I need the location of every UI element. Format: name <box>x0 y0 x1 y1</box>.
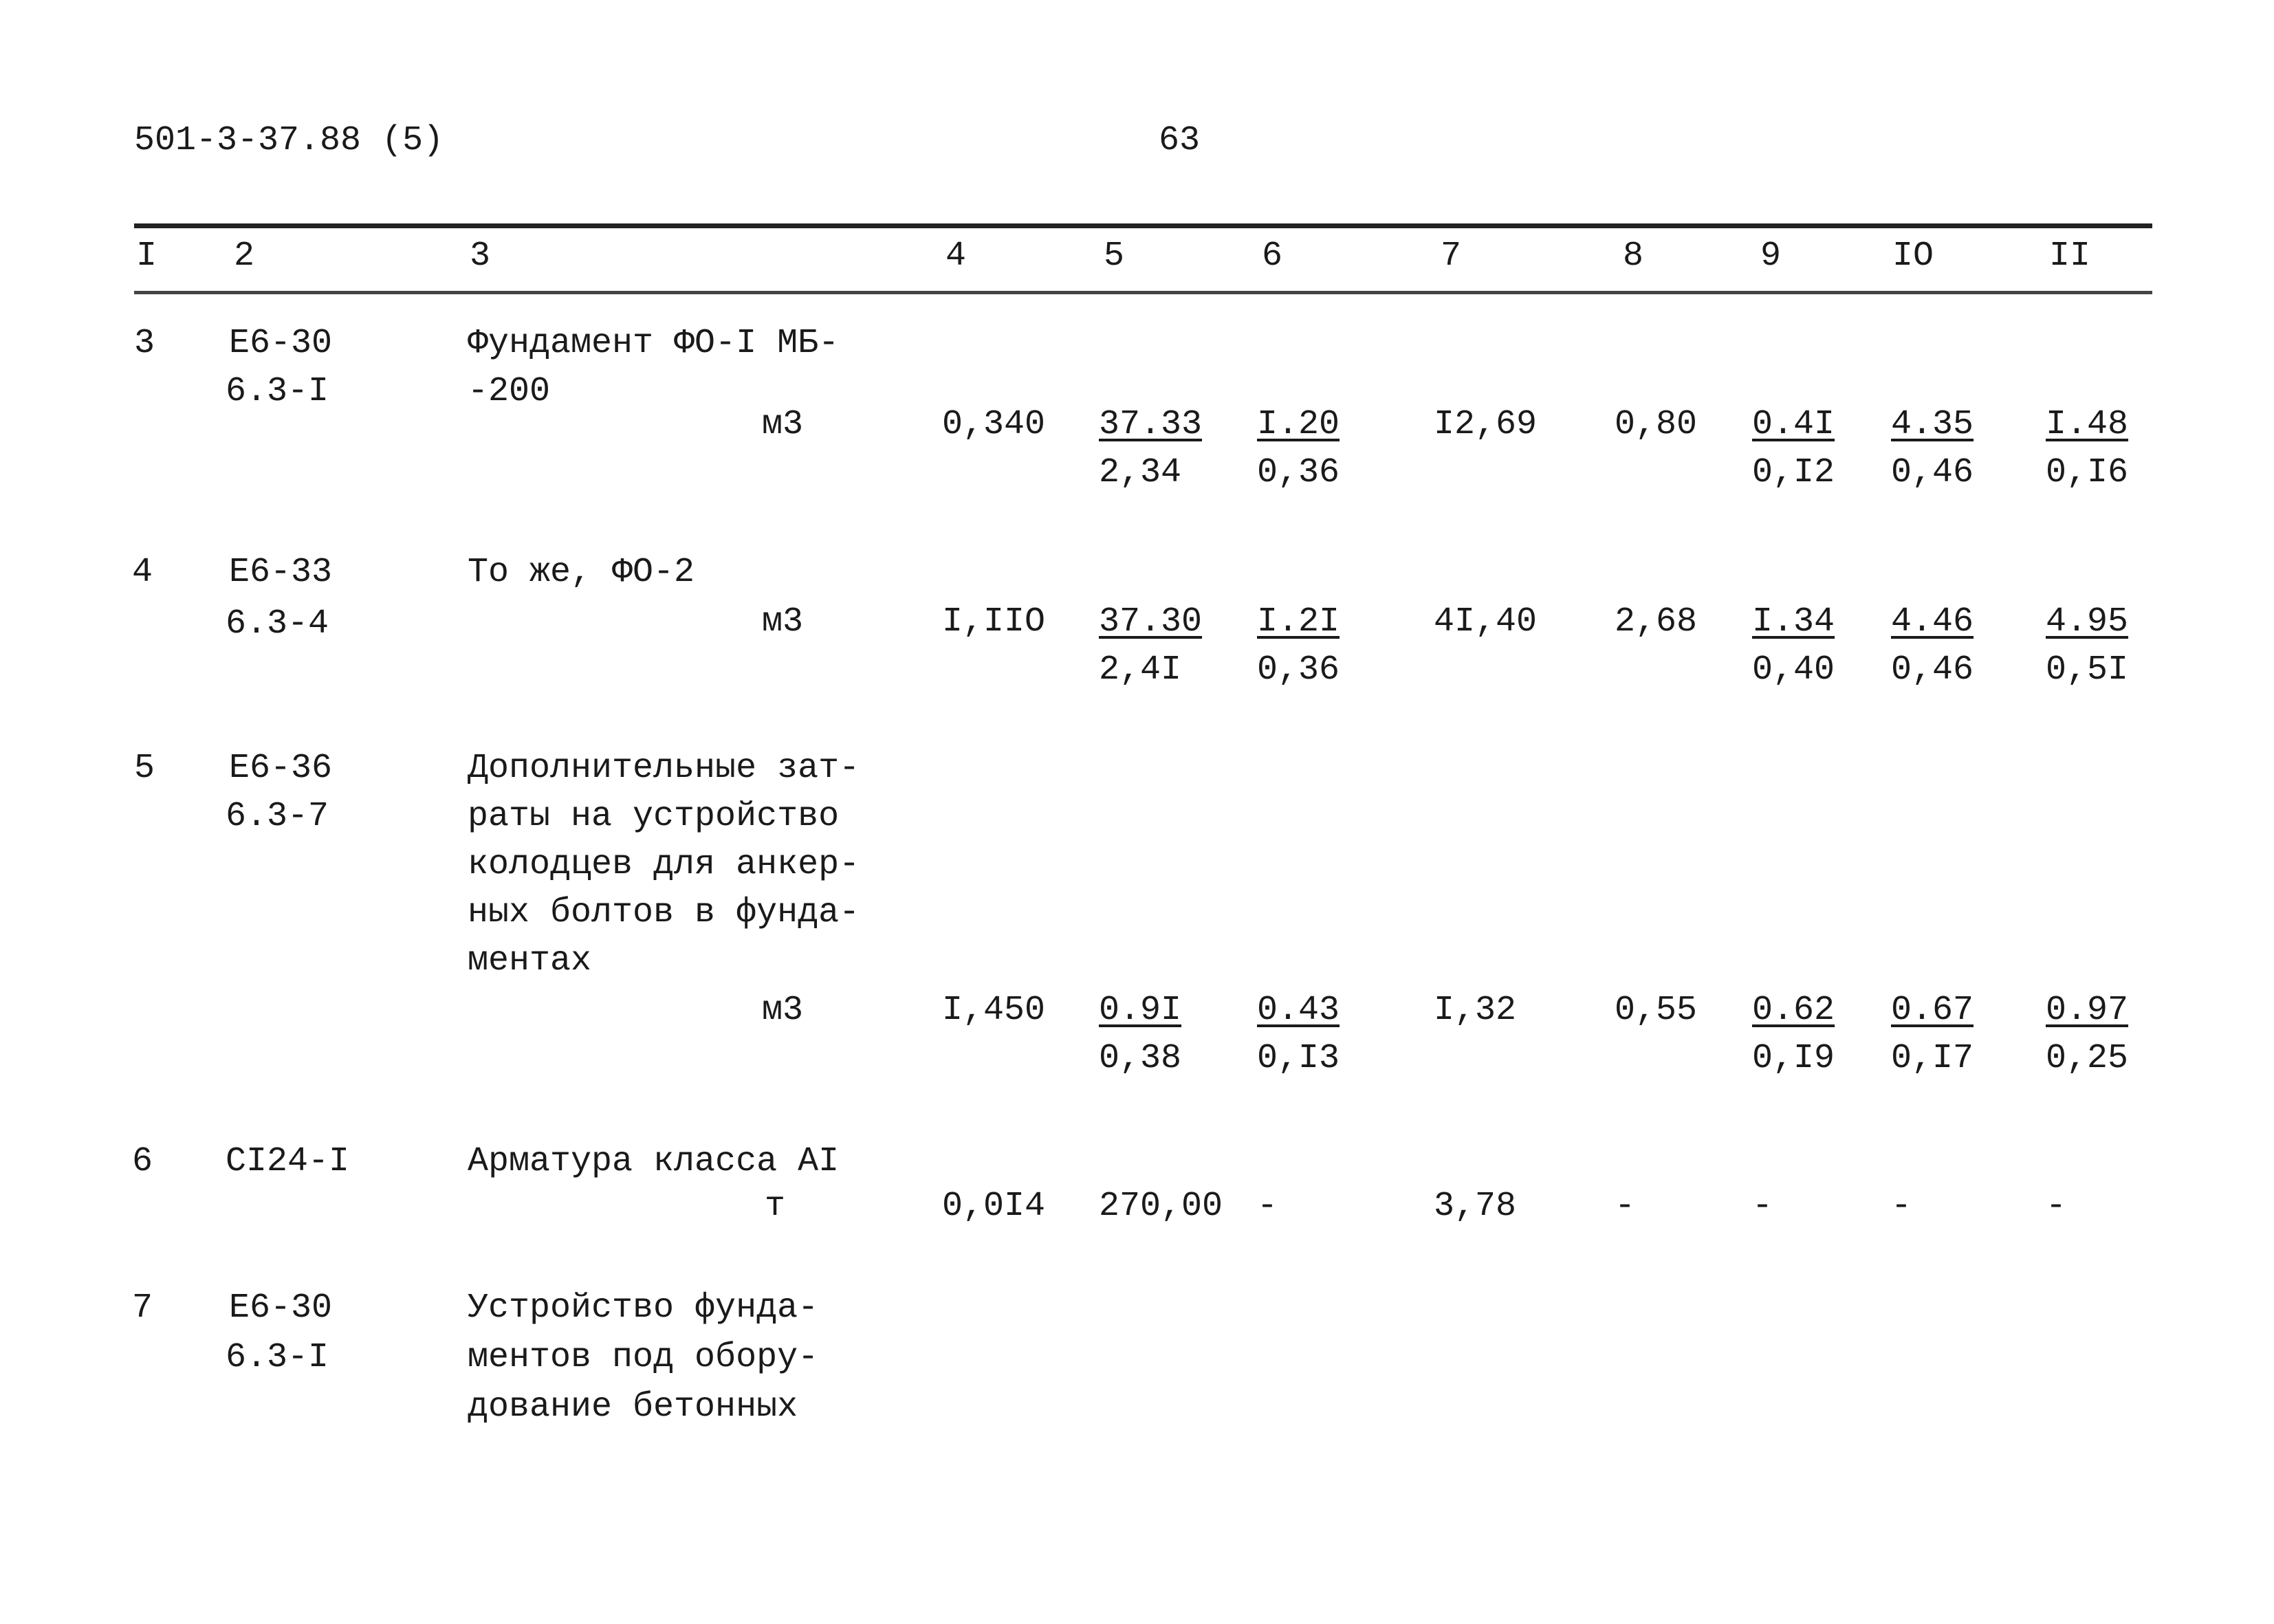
total-cost: 4I,40 <box>1434 602 1538 641</box>
col9-bottom: 0,I9 <box>1752 1039 1835 1078</box>
norm-subcode: 6.3-I <box>226 1338 329 1377</box>
unit-cost <box>1099 598 1202 694</box>
unit-cost-wages: 2,4I <box>1099 650 1182 690</box>
machine-cost-wages: 0,36 <box>1257 453 1340 492</box>
table-header-rule <box>134 291 2152 294</box>
total-cost: I,32 <box>1434 991 1517 1030</box>
column-header-10: IO <box>1892 237 1934 276</box>
machine-cost <box>1257 401 1340 497</box>
work-description-line: ментов под обору- <box>468 1338 819 1377</box>
wage-total: 0,55 <box>1615 991 1698 1030</box>
norm-code: Е6-36 <box>229 749 333 788</box>
unit-cost-total: 0.9I <box>1099 991 1182 1030</box>
quantity: I,450 <box>942 991 1046 1030</box>
col11-bottom: 0,5I <box>2046 650 2129 690</box>
total-cost: 3,78 <box>1434 1187 1517 1226</box>
col9-top: 0.4I <box>1752 405 1835 444</box>
unit: т <box>765 1187 786 1226</box>
total-cost: I2,69 <box>1434 405 1538 444</box>
quantity: 0,340 <box>942 405 1046 444</box>
quantity: I,IIO <box>942 602 1046 641</box>
row-number: 6 <box>132 1142 153 1181</box>
column-header-3: 3 <box>470 237 491 276</box>
unit-cost-wages: 2,34 <box>1099 453 1182 492</box>
norm-code: Е6-30 <box>229 324 333 363</box>
machine-cost-total: I.2I <box>1257 602 1340 641</box>
column-header-7: 7 <box>1441 237 1462 276</box>
column-header-6: 6 <box>1262 237 1283 276</box>
col10-value <box>1891 598 1974 694</box>
col11-value: - <box>2046 1187 2067 1226</box>
machine-cost-wages: 0,36 <box>1257 650 1340 690</box>
col10-top: 4.46 <box>1891 602 1974 641</box>
unit-cost-total: 37.33 <box>1099 405 1203 444</box>
work-description-line: колодцев для анкер- <box>468 845 860 884</box>
col11-bottom: 0,25 <box>2046 1039 2129 1078</box>
machine-cost-total: I.20 <box>1257 405 1340 444</box>
unit: м3 <box>762 602 804 641</box>
unit: м3 <box>762 991 804 1030</box>
quantity: 0,0I4 <box>942 1187 1046 1226</box>
unit: м3 <box>762 405 804 444</box>
work-description-line: -200 <box>468 372 551 411</box>
col10-top: 0.67 <box>1891 991 1974 1030</box>
machine-cost <box>1257 987 1340 1083</box>
unit-cost: 270,00 <box>1099 1187 1223 1226</box>
unit-cost-total: 37.30 <box>1099 602 1203 641</box>
work-description-line: Устройство фунда- <box>468 1288 819 1328</box>
wage-total: 0,80 <box>1615 405 1698 444</box>
col9-top: I.34 <box>1752 602 1835 641</box>
col10-bottom: 0,46 <box>1891 453 1974 492</box>
wage-total: - <box>1615 1187 1636 1226</box>
column-header-8: 8 <box>1623 237 1644 276</box>
column-header-1: I <box>136 237 157 276</box>
col10-value <box>1891 987 1974 1083</box>
unit-cost <box>1099 987 1181 1083</box>
page-number: 63 <box>1159 121 1201 160</box>
work-description-line: То же, ФО-2 <box>468 553 695 592</box>
machine-cost <box>1257 598 1340 694</box>
col11-value <box>2046 598 2128 694</box>
column-header-4: 4 <box>945 237 967 276</box>
col10-value: - <box>1891 1187 1912 1226</box>
machine-cost-total: 0.43 <box>1257 991 1340 1030</box>
work-description-line: дование бетонных <box>468 1387 798 1427</box>
table-top-rule <box>134 223 2152 228</box>
col11-bottom: 0,I6 <box>2046 453 2129 492</box>
unit-cost-wages: 0,38 <box>1099 1039 1182 1078</box>
row-number: 3 <box>134 324 155 363</box>
col9-value: - <box>1752 1187 1773 1226</box>
col11-value <box>2046 401 2128 497</box>
norm-code: Е6-33 <box>229 553 333 592</box>
row-number: 4 <box>132 553 153 592</box>
col11-top: I.48 <box>2046 405 2129 444</box>
col11-top: 0.97 <box>2046 991 2129 1030</box>
norm-subcode: 6.3-7 <box>226 797 329 836</box>
col9-value <box>1752 987 1835 1083</box>
col9-bottom: 0,40 <box>1752 650 1835 690</box>
unit-cost <box>1099 401 1202 497</box>
wage-total: 2,68 <box>1615 602 1698 641</box>
col9-top: 0.62 <box>1752 991 1835 1030</box>
col11-top: 4.95 <box>2046 602 2129 641</box>
column-header-9: 9 <box>1760 237 1782 276</box>
row-number: 7 <box>132 1288 153 1328</box>
table-column-header <box>0 232 2274 287</box>
document-code: 501-3-37.88 (5) <box>134 121 444 160</box>
col10-bottom: 0,46 <box>1891 650 1974 690</box>
column-header-5: 5 <box>1104 237 1125 276</box>
work-description-line: Арматура класса АI <box>468 1142 840 1181</box>
col11-value <box>2046 987 2128 1083</box>
machine-cost: - <box>1257 1187 1278 1226</box>
norm-code: СI24-I <box>226 1142 350 1181</box>
page-header <box>134 117 2197 172</box>
col10-value <box>1891 401 1974 497</box>
work-description-line: ментах <box>468 941 592 980</box>
column-header-2: 2 <box>234 237 255 276</box>
work-description-line: Дополнительные зат- <box>468 749 860 788</box>
col10-top: 4.35 <box>1891 405 1974 444</box>
row-number: 5 <box>134 749 155 788</box>
col10-bottom: 0,I7 <box>1891 1039 1974 1078</box>
norm-code: Е6-30 <box>229 1288 333 1328</box>
work-description-line: Фундамент ФО-I МБ- <box>468 324 840 363</box>
col9-value <box>1752 598 1835 694</box>
work-description-line: раты на устройство <box>468 797 840 836</box>
work-description-line: ных болтов в фунда- <box>468 893 860 932</box>
norm-subcode: 6.3-I <box>226 372 329 411</box>
machine-cost-wages: 0,I3 <box>1257 1039 1340 1078</box>
col9-value <box>1752 401 1835 497</box>
norm-subcode: 6.3-4 <box>226 604 329 644</box>
col9-bottom: 0,I2 <box>1752 453 1835 492</box>
column-header-11: II <box>2049 237 2091 276</box>
